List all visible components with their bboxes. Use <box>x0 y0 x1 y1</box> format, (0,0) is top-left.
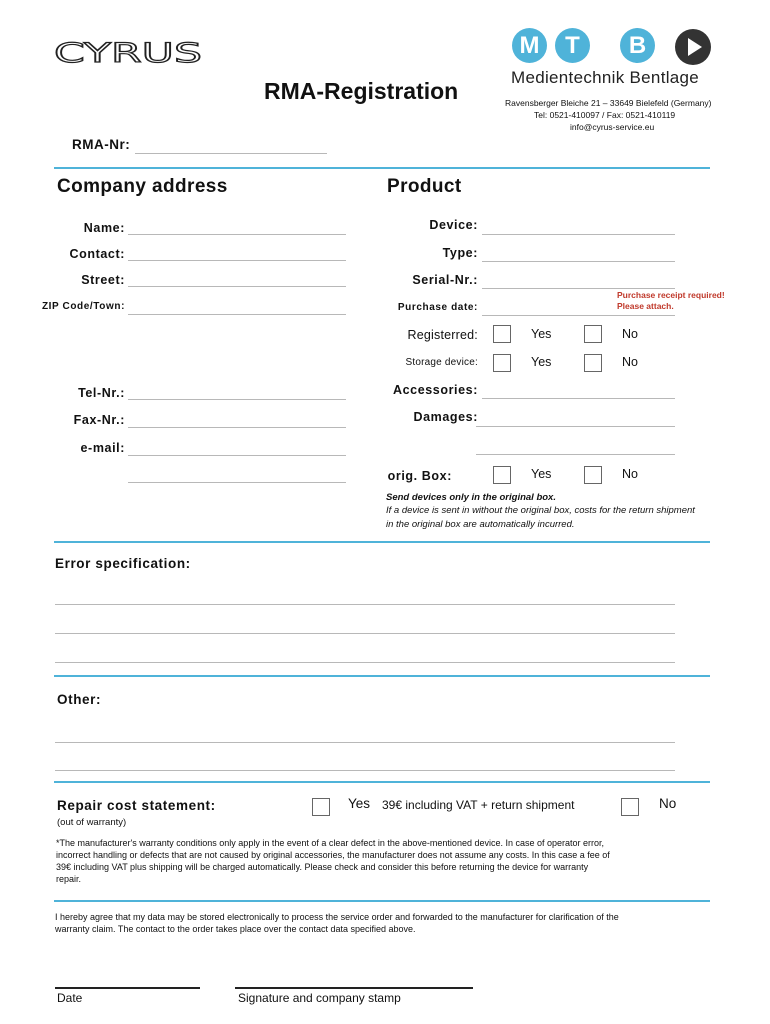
street-input[interactable] <box>128 286 346 287</box>
receipt-note-1: Purchase receipt required! <box>617 290 725 300</box>
repair-no-checkbox[interactable] <box>621 798 639 816</box>
cyrus-logo <box>54 38 204 68</box>
device-label: Device: <box>429 218 478 232</box>
rma-input[interactable] <box>135 153 327 154</box>
separator <box>54 781 710 783</box>
box-no-checkbox[interactable] <box>584 466 602 484</box>
registered-label: Registerred: <box>407 328 478 342</box>
company-heading: Company address <box>57 176 228 197</box>
other-line-1[interactable] <box>55 742 675 743</box>
device-input[interactable] <box>482 234 675 235</box>
storage-yes-checkbox[interactable] <box>493 354 511 372</box>
separator <box>54 900 710 902</box>
serial-label: Serial-Nr.: <box>412 273 478 287</box>
repair-no-label: No <box>659 796 677 811</box>
serial-input[interactable] <box>482 288 675 289</box>
storage-no-checkbox[interactable] <box>584 354 602 372</box>
box-note-2: in the original box are automatically incurred. <box>386 519 575 530</box>
repair-yes-checkbox[interactable] <box>312 798 330 816</box>
type-input[interactable] <box>482 261 675 262</box>
mtb-circle-m: M <box>512 28 547 63</box>
type-label: Type: <box>442 246 478 260</box>
email-input-2[interactable] <box>128 482 346 483</box>
separator <box>54 167 710 169</box>
product-heading: Product <box>387 176 462 197</box>
box-yes-checkbox[interactable] <box>493 466 511 484</box>
mtb-address: Ravensberger Bleiche 21 – 33649 Bielefeld (Germany) <box>505 98 712 108</box>
receipt-note-2: Please attach. <box>617 301 674 311</box>
fax-label: Fax-Nr.: <box>73 413 125 427</box>
svg-text:CYRUS: CYRUS <box>54 38 202 68</box>
signature-line[interactable] <box>235 987 473 989</box>
storage-yes-label: Yes <box>531 355 552 369</box>
date-line[interactable] <box>55 987 200 989</box>
name-label: Name: <box>83 221 125 235</box>
registered-yes-label: Yes <box>531 327 552 341</box>
accessories-label: Accessories: <box>392 383 478 397</box>
box-note-bold: Send devices only in the original box. <box>386 492 556 503</box>
repair-price: 39€ including VAT + return shipment <box>382 798 575 812</box>
warranty-note-3: 39€ including VAT plus shipping will be charged automatically. Please check and consider this before returning the device for warranty <box>56 862 589 872</box>
accessories-input[interactable] <box>482 398 675 399</box>
warranty-note-1: *The manufacturer's warranty conditions only apply in the event of a clear defect in the above-mentioned device. In case of operator error, <box>56 838 605 848</box>
repair-yes-label: Yes <box>348 796 371 811</box>
consent-1: I hereby agree that my data may be stored electronically to process the service order and forwarded to the manufacturer for clarification of the <box>55 912 619 922</box>
contact-label: Contact: <box>69 247 125 261</box>
damages-label: Damages: <box>413 410 478 424</box>
name-input[interactable] <box>128 234 346 235</box>
purchase-input[interactable] <box>482 315 675 316</box>
error-heading: Error specification: <box>55 556 191 571</box>
mtb-name: Medientechnik Bentlage <box>511 68 700 87</box>
box-no-label: No <box>622 467 638 481</box>
damages-input[interactable] <box>476 426 675 427</box>
repair-sub: (out of warranty) <box>57 817 127 828</box>
box-note-1: If a device is sent in without the original box, costs for the return shipment <box>386 505 695 516</box>
contact-input[interactable] <box>128 260 346 261</box>
signature-label: Signature and company stamp <box>238 991 401 1005</box>
zip-label: ZIP Code/Town: <box>41 301 125 312</box>
registered-no-checkbox[interactable] <box>584 325 602 343</box>
error-line-1[interactable] <box>55 604 675 605</box>
warranty-note-4: repair. <box>56 874 82 884</box>
purchase-label: Purchase date: <box>397 302 478 313</box>
email-input[interactable] <box>128 455 346 456</box>
zip-input[interactable] <box>128 314 346 315</box>
error-line-2[interactable] <box>55 633 675 634</box>
tel-input[interactable] <box>128 399 346 400</box>
mtb-phone: Tel: 0521-410097 / Fax: 0521-410119 <box>534 110 676 120</box>
mtb-circle-t: T <box>555 28 590 63</box>
mtb-circle-b: B <box>620 28 655 63</box>
mtb-email: info@cyrus-service.eu <box>570 122 655 132</box>
date-label: Date <box>57 991 83 1005</box>
email-label: e-mail: <box>80 441 125 455</box>
play-icon <box>674 28 712 66</box>
error-line-3[interactable] <box>55 662 675 663</box>
registered-yes-checkbox[interactable] <box>493 325 511 343</box>
box-yes-label: Yes <box>531 467 552 481</box>
separator <box>54 541 710 543</box>
storage-label: Storage device: <box>405 357 478 368</box>
storage-no-label: No <box>622 355 638 369</box>
orig-box-label: orig. Box: <box>387 469 452 483</box>
rma-label: RMA-Nr: <box>72 137 131 152</box>
registered-no-label: No <box>622 327 638 341</box>
damages-input-2[interactable] <box>476 454 675 455</box>
street-label: Street: <box>81 273 125 287</box>
tel-label: Tel-Nr.: <box>78 386 125 400</box>
repair-heading: Repair cost statement: <box>57 798 216 813</box>
separator <box>54 675 710 677</box>
fax-input[interactable] <box>128 427 346 428</box>
warranty-note-2: incorrect handling or defects that are not caused by original accessories, the manufacturer does not assume any costs. In this case a fee of <box>56 850 610 860</box>
consent-2: warranty claim. The contact to the order takes place over the contact data specified above. <box>55 924 416 934</box>
other-line-2[interactable] <box>55 770 675 771</box>
other-heading: Other: <box>57 692 102 707</box>
page-title: RMA-Registration <box>264 78 459 104</box>
